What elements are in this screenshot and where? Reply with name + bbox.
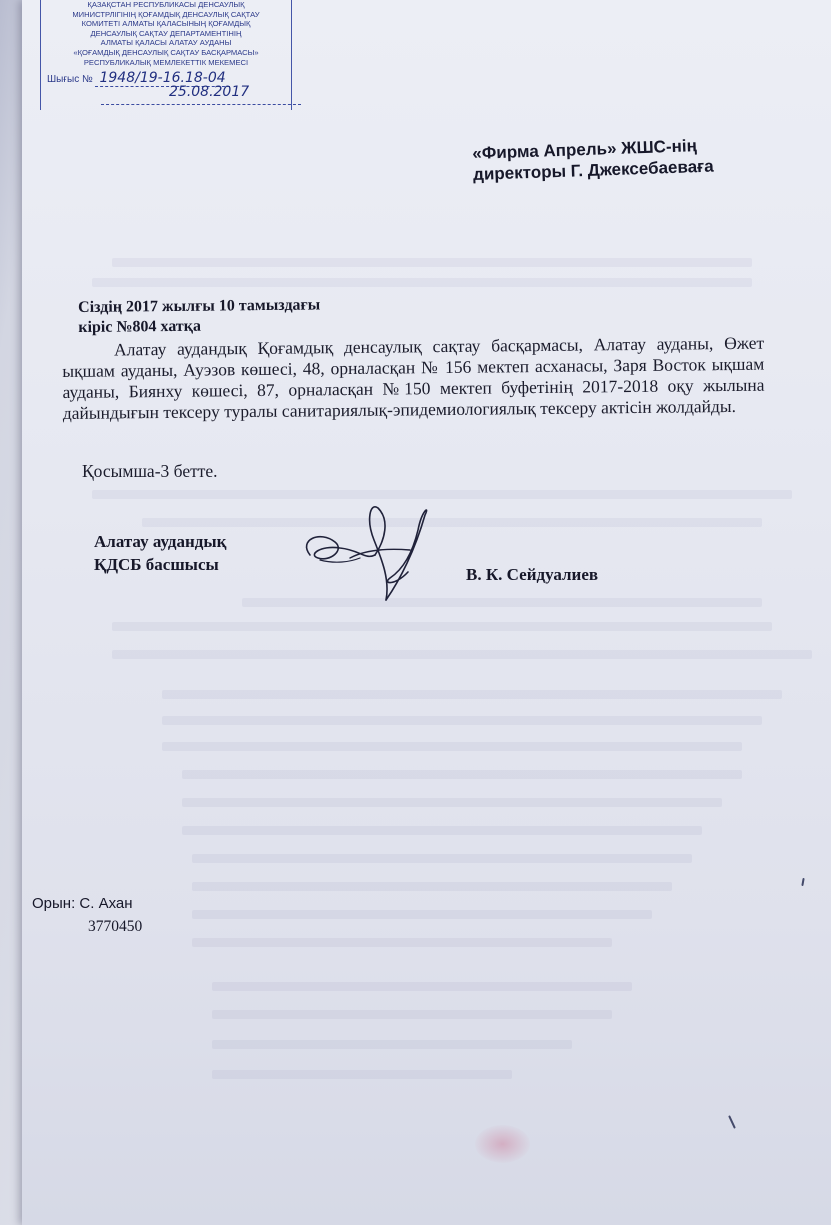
stamp-line: АЛМАТЫ ҚАЛАСЫ АЛАТАУ АУДАНЫ [100,38,232,48]
handwritten-signature [290,500,450,610]
stamp-line: «ҚОҒАМДЫҚ ДЕНСАУЛЫҚ САҚТАУ БАСҚАРМАСЫ» [73,47,259,57]
outgoing-date: 25.08.2017 [169,84,250,100]
addressee-block [472,135,714,185]
stamp-line: РЕСПУБЛИКАЛЫҚ МЕМЛЕКЕТТІК МЕКЕМЕСІ [83,57,249,67]
letter-body: Алатау аудандық Қоғамдық денсаулық сақтау басқармасы, Алатау ауданы, Өжет ықшам ауданы, Ауэзов көшесі, 48, орналасқан № 156 мектеп асханасы, Заря Восток ықшам ауданы, Биянху көшесі, 87, орналасқан №150 мектеп буфетінің 2017-2018 оқу жылына дайындығын тексеру туралы санитариялық-эпидемиологиялық тексеру актісін жолдайды. [62,332,765,423]
outgoing-number-value: 1948/19-16.18-04 [95,70,229,87]
executor-block [32,892,142,938]
stamp-underline [101,104,301,105]
signatory-title [94,530,226,576]
signatory-title-line-2: ҚДСБ басшысы [94,555,219,574]
signer-name: В. К. Сейдуалиев [466,565,599,584]
signatory-title-line-1: Алатау аудандық [94,532,227,551]
executor-phone: 3770450 [88,918,143,935]
stamp-line: КОМИТЕТІ АЛМАТЫ ҚАЛАСЫНЫҢ ҚОҒАМДЫҚ [81,19,251,29]
outgoing-number [47,70,230,86]
reference-line-1: Сіздің 2017 жылғы 10 тамыздағы [78,296,321,316]
addressee-line-1: «Фирма Апрель» ЖШС-нің [472,136,698,163]
stamp-line: ДЕНСАУЛЫҚ САҚТАУ ДЕПАРТАМЕНТІНІҢ [90,28,242,38]
stamp-line: ҚАЗАҚСТАН РЕСПУБЛИКАСЫ ДЕНСАУЛЫҚ [87,0,245,9]
outgoing-number-label: Шығыс № [47,74,93,85]
addressee-line-2: директоры Г. Джексебаеваға [472,156,714,184]
reference-block [78,295,321,338]
attachment-note: Қосымша-3 бетте. [82,461,218,481]
registration-stamp [40,0,292,110]
letter-page [22,0,831,1225]
reference-line-2: кіріс №804 хатқа [78,317,202,336]
ink-smudge [475,1125,530,1163]
stamp-line: МИНИСТРЛІГІНІҢ ҚОҒАМДЫҚ ДЕНСАУЛЫҚ САҚТАУ [72,9,260,19]
executor-name: Орын: С. Ахан [32,895,133,912]
